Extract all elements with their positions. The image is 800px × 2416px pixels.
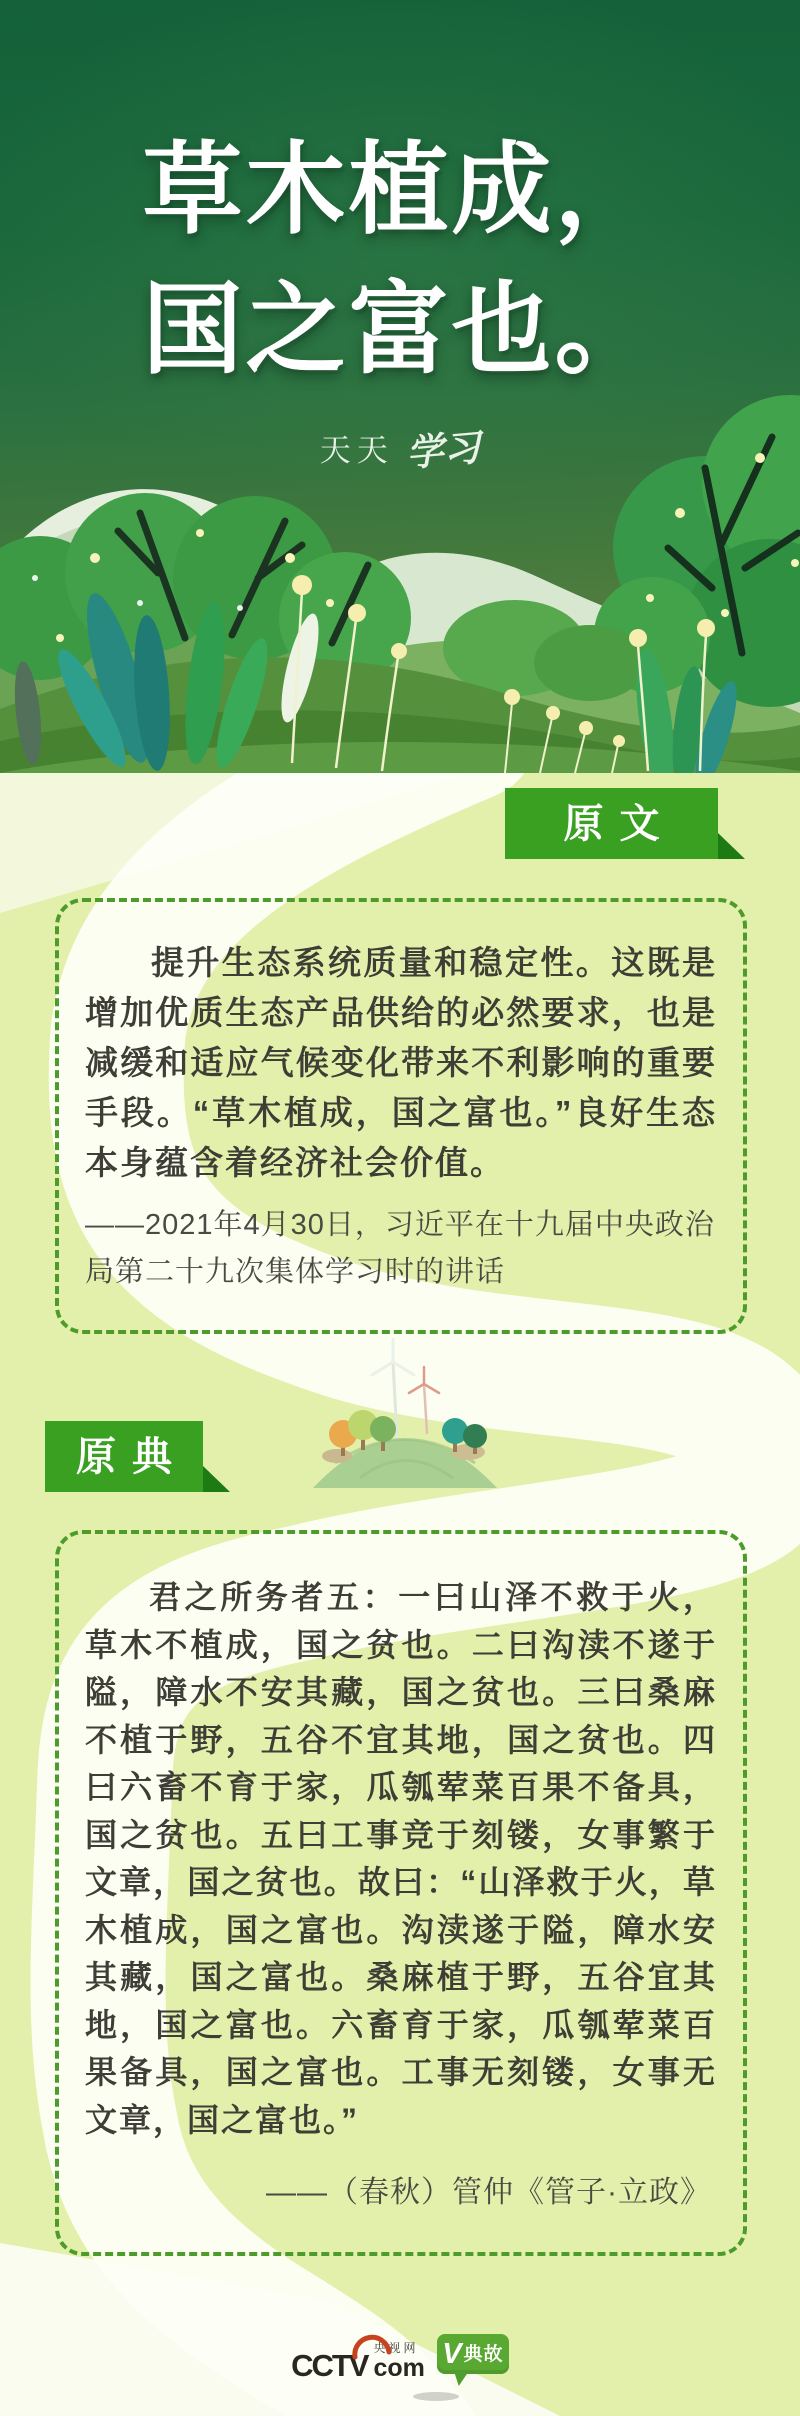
red-swoosh-icon	[347, 2325, 393, 2363]
original-quote-box	[55, 898, 747, 1334]
wind-turbine-small-icon	[409, 1367, 439, 1433]
cctv-wordmark: CCTV	[291, 2348, 368, 2383]
content-section	[0, 773, 800, 2416]
badge-tail-icon	[452, 2372, 468, 2386]
footer-logo	[0, 2330, 800, 2410]
poster-title-line2: 国之富也。	[142, 274, 658, 386]
classic-quote-box	[55, 1530, 747, 2256]
badge-shadow-icon	[413, 2392, 459, 2401]
section-label-yuanwen-text: 原文	[563, 801, 676, 846]
cctv-com-label: com	[373, 2354, 425, 2382]
classic-paragraph: 君之所务者五：一曰山泽不救于火，草木不植成，国之贫也。二曰沟渎不遂于隘，障水不安其藏，国之贫也。三曰桑麻不植于野，五谷不宜其地，国之贫也。四曰六畜不育于家，瓜瓠荤菜百果不备具，国之贫也。五曰工事竞于刻镂，女事繁于文章，国之贫也。故曰：“山泽救于火，草木植成，国之富也。沟渎遂于隘，障水安其藏，国之富也。桑麻植于野，五谷宜其地，国之富也。六畜育于家，瓜瓠荤菜百果备具，国之富也。工事无刻镂，女事无文章，国之富也。”	[85, 1579, 717, 2138]
section-label-yuandian	[45, 1421, 203, 1492]
cctv-cn-label: 央视网	[373, 2341, 419, 2355]
original-attribution: ——2021年4月30日，习近平在十九届中央政治局第二十九次集体学习时的讲话	[85, 1209, 715, 1288]
landscape-illustration	[0, 373, 800, 773]
v-diangu-badge	[437, 2334, 509, 2374]
original-paragraph: 提升生态系统质量和稳定性。这既是增加优质生态产品供给的必然要求，也是减缓和适应气候变化带来不利影响的重要手段。“草木植成，国之富也。”良好生态本身蕴含着经济社会价值。	[85, 944, 717, 1181]
classic-attribution: ——（春秋）管仲《管子·立政》	[266, 2176, 711, 2209]
section-label-yuanwen	[505, 788, 718, 859]
brand-text-script: 学习	[404, 424, 483, 476]
hill-turbines-illustration	[305, 1338, 505, 1490]
brand-text-regular: 天天	[319, 433, 394, 468]
badge-v-letter: V	[442, 2337, 462, 2370]
cctv-logo	[291, 2342, 425, 2381]
hero-section	[0, 0, 800, 773]
section-label-yuandian-text: 原典	[76, 1434, 188, 1479]
badge-label: 典故	[463, 2343, 504, 2365]
poster-title	[0, 120, 800, 400]
poster-title-line1: 草木植成，	[142, 134, 658, 246]
